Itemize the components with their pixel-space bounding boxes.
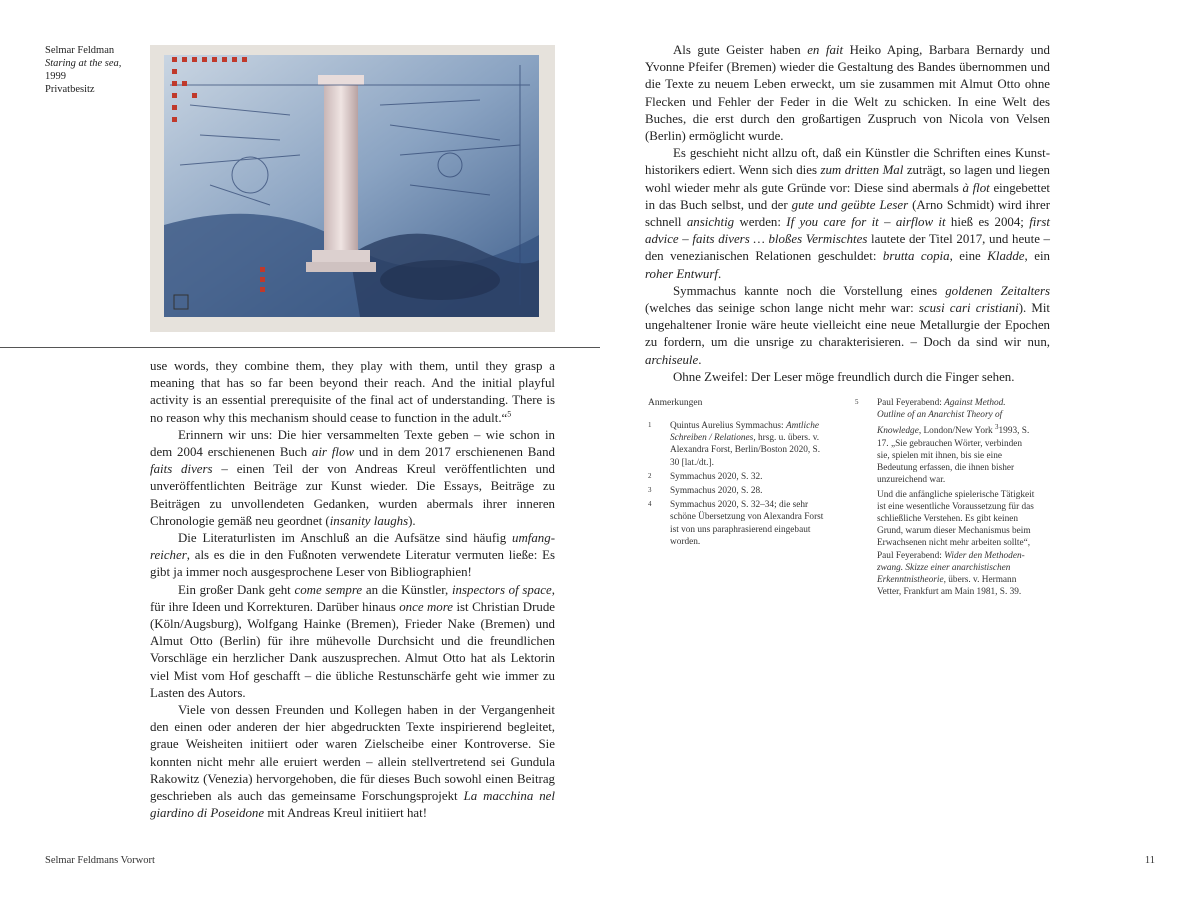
footnote: 4 Symmachus 2020, S. 32–34; die sehr schöne Übersetzung von Alexandra Forst ist von uns paraphrasierend eingebaut worden. [648,500,824,547]
caption-year: 1999 [45,71,66,82]
footnote-continuation: Und die anfängliche spielerische Tätigkeit ist eine wesentliche Voraussetzung für das schließliche Verstehen. Es gibt keinen Grund, warum dieser Mechanismus beim Erwachsenen nicht mehr arbeiten sollte“, Paul Feyerabend: Wider den Methodenzwang. Skizze einer anarchistischen Erkenntnistheorie, übers. v. Hermann Vetter, Frankfurt am Main 1981, S. 39. [877,489,1035,598]
footnote: 3 Symmachus 2020, S. 28. [648,486,763,497]
horizontal-rule [0,347,600,348]
footnote: 2 Symmachus 2020, S. 32. [648,471,763,482]
left-body-text: use words, they combine them, they play with them, until they grasp a meaning that has so far been beyond their reach. And the initial playful activity is an essential prerequisite of the final act of understanding. There is no reason why this mechanism should cease to function in the adult.“$^5$ Erinnern wir uns: Die hier versammelten Texte geben – wie schon in dem 2004 erschienenen Buch air flow und in dem 2017 erschienenen Band faits divers – einen Teil der von Andreas Kreul veröffentlichten und unveröffentlichten Beiträge zur Kunst wieder. Die Essays, Beiträge zu Beiträgen zu unvollendeten Gedanken, wurden abermals ihrer inneren Chronologie gemäß neu geordnet (insanity laughs). Die Literaturlisten im Anschluß an die Aufsätze sind häufig umfangreicher, als es die in den Fußnoten verwendete Literatur vermuten ließe: Es gibt ja immer noch ausgesprochene Leser von Bibliographien! Ein großer Dank geht come sempre an die Künstler, inspectors of space, für ihre Ideen und Korrekturen. Darüber hinaus once more ist Christian Drude (Köln/Augsburg), Wolfgang Hainke (Bremen), Frieder Nake (Bremen) und Almut Otto (Berlin) für ihre mühevolle Durchsicht und die freundlichen Vorschläge ein herzlicher Dank auszusprechen. Almut Otto hat als Lektorin viel Mist vom Hof geschafft – die übliche Restunschärfe geht wie immer zu Lasten des Autors. Viele von dessen Freunden und Kollegen haben in der Vergangenheit den einen oder anderen der hier abgedruckten Texte inspirierend begleitet, graue Weisheiten initiiert oder waren Zielscheibe einer Kontroverse. Sie konnten nicht mehr alle eruiert werden – allein stellvertretend sei Gundula Rakowitz (Venezia) hervorgehoben, die für dieses Buch sowohl einen Beitrag geschrieben als auch das gemeinsame Forschungsprojekt La macchina nel giardino di Poseidone mit Andreas Kreul initiiert hat! [150,359,555,821]
image-caption [45,44,145,96]
artwork-image [150,45,555,332]
caption-title: Staring at the sea, [45,58,122,69]
notes-column-left [648,420,828,550]
notes-column-right [855,397,1035,598]
footnote: 5 Paul Feyerabend: Against Method. Outline of an Anarchist Theory of Knowledge, London/New York $^3$1993, S. 17. „Sie gebrauchen Wörter, verbinden sie, spielen mit ihnen, bis sie eine Bedeutung erfassen, die ihnen bisher unzureichend war. [855,398,1030,486]
right-body-text: Als gute Geister haben en fait Heiko Aping, Barbara Bernardy und Yvonne Pfeifer (Bremen) wieder die Gestaltung des Bandes übernommen und die Texte zu neuem Leben erweckt, um sie zusammen mit Almut Otto ohne Flecken und Fehler der Feder in die Welt zu schicken. In eine Welt des Buches, die erst durch den großartigen Zuspruch von Nicola von Velsen (Berlin) ermöglicht wurde. Es geschieht nicht allzu oft, daß ein Künstler die Schriften eines Kunsthistorikers ediert. Wenn sich dies zum dritten Mal zuträgt, so lagen und liegen wohl wieder mehr als gute Gründe vor: Diese sind abermals à flot eingebettet in das Buch selbst, und der gute und geübte Leser (Arno Schmidt) wird ihrer schnell ansichtig werden: If you care for it – airflow it hieß es 2004; first advice – faits divers … bloßes Vermischtes lautete der Titel 2017, und heute – den venezianischen Relationen geschuldet: brutta copia, eine Kladde, ein roher Entwurf. Symmachus kannte noch die Vorstellung eines goldenen Zeitalters (welches das seinige schon lange nicht mehr war: scusi cari cristiani). Mit ungehaltener Ironie wäre heute vielleicht eine neue Metallurgie der Epochen zu fordern, um die unsrige zu charakterisieren. – Doch da sind wir nun, archiseule. Ohne Zweifel: Der Leser möge freundlich durch die Finger sehen. [645,43,1051,384]
running-footer: Selmar Feldmans Vorwort [45,855,155,866]
footnote: 1 Quintus Aurelius Symmachus: Amtliche Schreiben / Relationes, hrsg. u. übers. v. Alexandra Forst, Berlin/Boston 2020, S. 30 [lat./dt.]. [648,421,821,468]
page-number: 11 [1144,855,1155,866]
caption-artist: Selmar Feldman [45,45,115,56]
caption-owner: Privatbesitz [45,84,95,95]
notes-heading: Anmerkungen [648,398,703,408]
right-page [600,0,1200,900]
